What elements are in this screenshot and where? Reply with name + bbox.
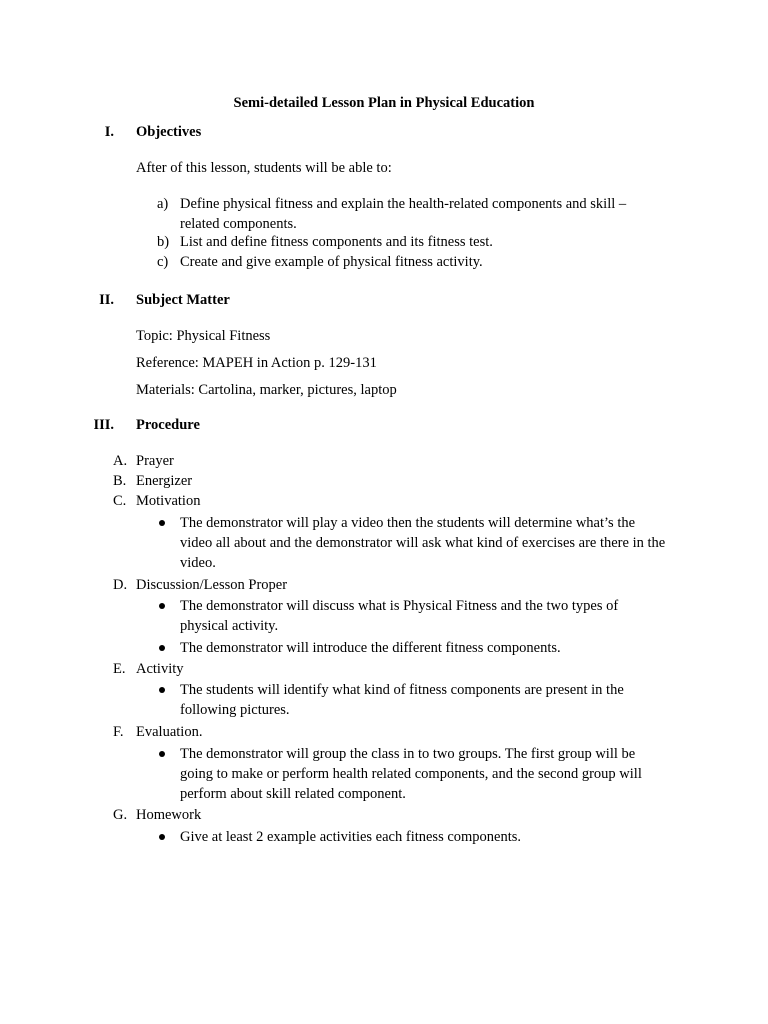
procedure-step-label: Prayer [136,453,174,469]
procedure-step-label: Homework [136,807,202,823]
procedure-step-label: Discussion/Lesson Proper [136,577,288,593]
section-title-objectives: Objectives [136,124,202,140]
procedure-step-marker: C. [113,493,127,509]
procedure-step-marker: E. [113,661,126,677]
procedure-step-label: Evaluation. [136,724,203,740]
bullet-dot [159,687,165,693]
objective-marker: c) [157,254,169,270]
section-number-subject-matter: II. [99,292,114,308]
objectives-intro: After of this lesson, students will be able to: [136,160,392,176]
objective-item: List and define fitness components and its fitness test. [180,234,493,250]
procedure-step-label: Activity [136,661,184,677]
procedure-bullet: The demonstrator will introduce the different fitness components. [180,640,561,656]
subject-materials: Materials: Cartolina, marker, pictures, laptop [136,382,397,398]
procedure-step-marker: G. [113,807,128,823]
bullet-dot [159,645,165,651]
objective-marker: a) [157,196,169,212]
bullet-dot [159,603,165,609]
bullet-dot [159,520,165,526]
objective-item: Create and give example of physical fitness activity. [180,254,483,270]
document-title: Semi-detailed Lesson Plan in Physical Education [233,95,535,111]
section-number-objectives: I. [104,124,114,140]
procedure-step-label: Motivation [136,493,201,509]
procedure-step-label: Energizer [136,473,193,489]
procedure-step-marker: B. [113,473,127,489]
section-title-subject-matter: Subject Matter [136,292,230,308]
section-title-procedure: Procedure [136,417,200,433]
procedure-step-marker: F. [113,724,124,740]
procedure-bullet: Give at least 2 example activities each fitness components. [180,829,522,845]
subject-topic: Topic: Physical Fitness [136,328,271,344]
subject-reference: Reference: MAPEH in Action p. 129-131 [136,355,377,371]
procedure-bullet: The demonstrator will play a video then the students will determine what’s the video all about and the demonstrator will ask what kind of exercises are there in the video. [180,515,666,571]
procedure-step-marker: D. [113,577,128,593]
section-number-procedure: III. [93,417,114,433]
procedure-bullet: The demonstrator will group the class in to two groups. The first group will be going to make or perform health related components, and the second group will perform about skill related component. [180,746,642,802]
procedure-bullet: The demonstrator will discuss what is Physical Fitness and the two types of physical activity. [180,598,619,634]
procedure-bullet: The students will identify what kind of fitness components are present in the following pictures. [180,682,624,718]
objective-item: Define physical fitness and explain the health-related components and skill – related components. [180,196,627,232]
procedure-step-marker: A. [113,453,128,469]
bullet-dot [159,751,165,757]
bullet-dot [159,834,165,840]
objective-marker: b) [157,234,170,250]
